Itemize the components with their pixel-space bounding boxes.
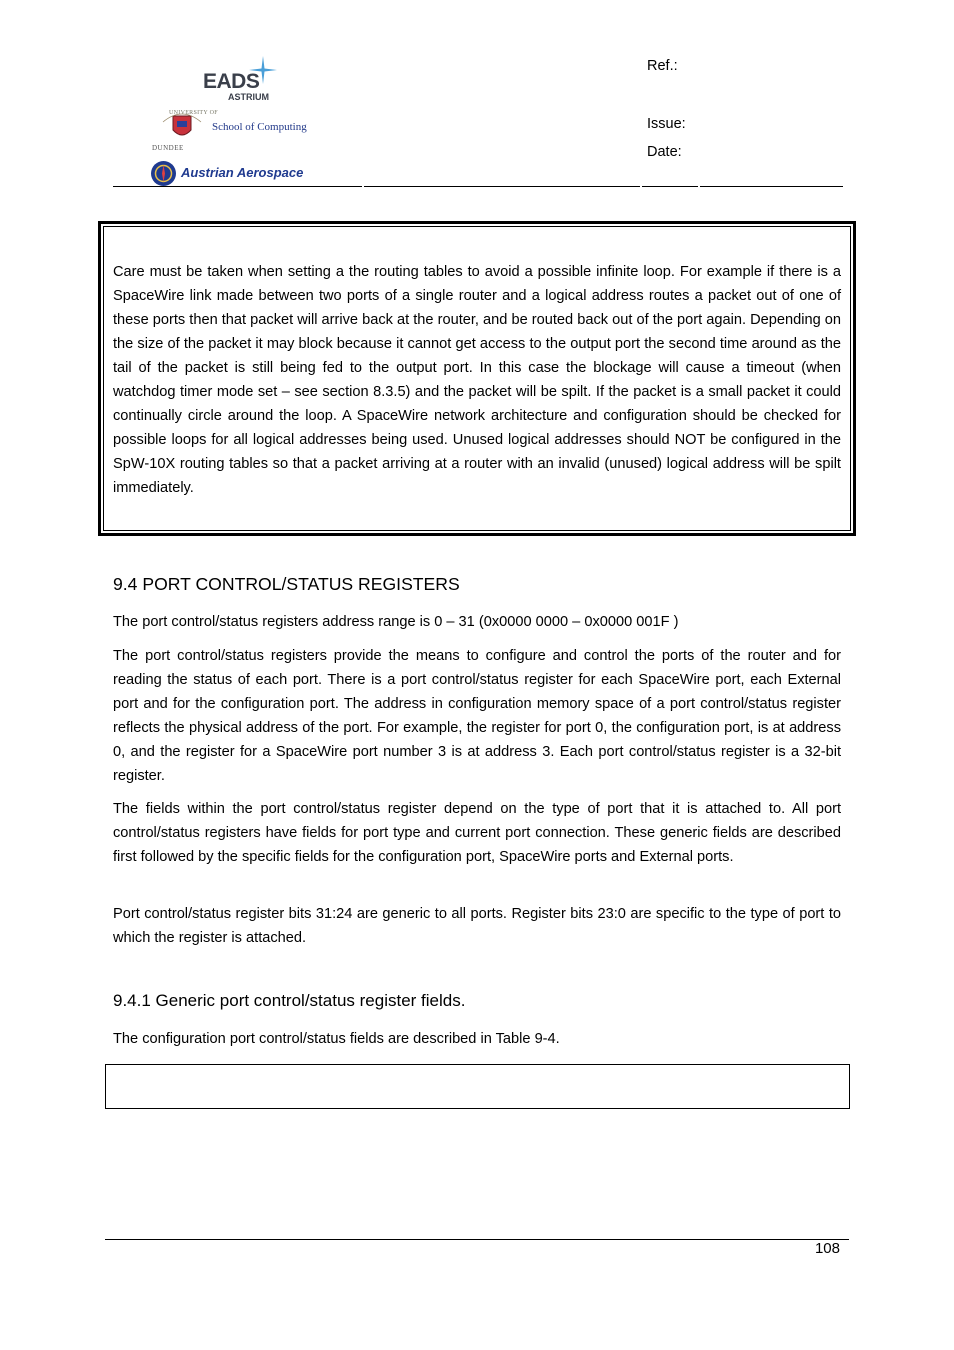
header-rule: [364, 186, 640, 187]
austrian-aerospace-text: Austrian Aerospace: [181, 165, 304, 180]
ref-label: Ref.:: [647, 58, 678, 74]
section-heading: 9.4 PORT CONTROL/STATUS REGISTERS: [113, 574, 460, 594]
section-paragraph: The fields within the port control/status register depend on the type of port that it is attached to. All port control/status registers have fields for port type and current port connection. These generic fields are described first followed by the specific fields for the configuration port, SpaceWire ports and External ports.: [113, 801, 841, 865]
section-paragraph: The port control/status registers address range is 0 – 31 (0x0000 0000 – 0x0000 001F ): [113, 614, 679, 630]
header-rule: [700, 186, 843, 187]
subsection-paragraph: The configuration port control/status fields are described in Table 9-4.: [113, 1031, 560, 1047]
star-icon: [249, 56, 277, 84]
table-placeholder-box: [105, 1064, 850, 1109]
footer-rule: [105, 1239, 849, 1240]
dundee-school-logo: [152, 110, 332, 156]
warning-note-text: Care must be taken when setting a the routing tables to avoid a possible infinite loop. For example if there is a SpaceWire link made between two ports of a single router and a logical address routes a packet out of one of these ports then that packet will arrive back at the router, and be routed back out of the port again. Depending on the size of the packet it may block because it cannot get access to the output port the second time around as the tail of the packet is still being fed to the output port. In this case the blockage will cause a timeout (when watchdog timer mode set – see section 8.3.5) and the packet will be spilt. If the packet is a small packet it could continually circle around the loop. A SpaceWire network architecture and configuration should be checked for possible loops for all logical addresses being used. Unused logical addresses should NOT be configured in the SpW-10X routing tables so that a packet arriving at a router with an invalid (unused) logical address will be spilt immediately.: [113, 264, 841, 496]
page-number: 108: [814, 1240, 840, 1257]
issue-label: Issue:: [647, 116, 686, 132]
eads-logo-text: EADS: [203, 70, 260, 93]
section-paragraph: The port control/status registers provide the means to configure and control the ports of the router and for reading the status of each port. There is a port control/status register for each SpaceWire port, each External port and for the configuration port. The address in configuration memory space of a port control/status register reflects the physical address of the port. For example, the register for port 0, the configuration port, is at address 0, and the register for a SpaceWire port number 3 is at address 3. Each port control/status register is a 32-bit register.: [113, 648, 841, 784]
header-rule: [642, 186, 698, 187]
section-paragraph: Port control/status register bits 31:24 are generic to all ports. Register bits 23:0 are specific to the type of port to which the register is attached.: [113, 906, 841, 946]
dundee-text: DUNDEE: [152, 144, 184, 152]
header-rule: [113, 186, 362, 187]
school-of-computing-text: School of Computing: [212, 121, 307, 133]
astrium-logo-text: ASTRIUM: [228, 92, 269, 102]
globe-emblem-icon: [150, 160, 177, 187]
eads-astrium-logo: [203, 56, 283, 106]
subsection-heading: 9.4.1 Generic port control/status register fields.: [113, 991, 466, 1010]
university-arc-text: UNIVERSITY OF: [169, 110, 218, 116]
date-label: Date:: [647, 144, 682, 160]
